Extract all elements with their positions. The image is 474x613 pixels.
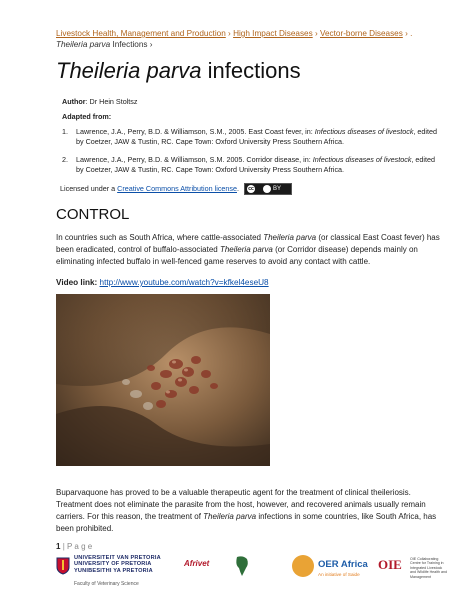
treatment-paragraph: Buparvaquone has proved to be a valuable therapeutic agent for the treatment of clinical theileriosis. Treatment does not eliminate the parasite from the host, however, and recovered animals usually remain carriers. For this reason, the treatment of Theileria parva infections in some countries, like South Africa, has been prohibited.: [56, 488, 437, 533]
reference-item: 1. Lawrence, J.A., Perry, B.D. & Williamson, S.M., 2005. East Coast fever, in: Infectious diseases of livestock, edited by Coetzer, JAW & Tustin, RC. Cape Town: Oxford University Press Southern Africa.: [62, 127, 438, 146]
partner-logos: [56, 553, 446, 595]
reference-list: [62, 127, 442, 183]
breadcrumb-item[interactable]: High Impact Diseases: [233, 29, 313, 38]
breadcrumb: Livestock Health, Management and Production › High Impact Diseases › Vector-borne Diseases › . Theileria parva Infections ›: [56, 29, 413, 49]
adapted-from-label: Adapted from:: [62, 112, 112, 121]
tick-infestation-photo: [56, 294, 270, 466]
license-line: Licensed under a Creative Commons Attribution license. cc BY: [60, 183, 292, 195]
breadcrumb-separator: ›: [314, 29, 318, 38]
video-link-line: Video link: http://www.youtube.com/watch?v=kfkel4eseU8: [56, 278, 269, 287]
cc-by-badge-icon[interactable]: cc BY: [244, 183, 292, 195]
author-line: Author: Dr Hein Stoltsz: [62, 97, 138, 106]
section-heading: CONTROL: [56, 206, 130, 223]
license-link[interactable]: Creative Commons Attribution license: [117, 183, 237, 193]
breadcrumb-item[interactable]: Livestock Health, Management and Production: [56, 29, 226, 38]
video-link[interactable]: http://www.youtube.com/watch?v=kfkel4eseU8: [99, 278, 269, 287]
breadcrumb-separator: ›: [228, 29, 231, 38]
control-paragraph: In countries such as South Africa, where cattle-associated Theileria parva (or classical East Coast fever) has been eradicated, control of buffalo-associated Theileria parva (or Corridor disease) depends mainly on eliminating infected buffalo in well-fenced game reserves to avoid any contact with cattle.: [56, 233, 440, 266]
oer-africa-tagline: An initiative of Saide: [318, 572, 360, 577]
university-pretoria-name: UNIVERSITEIT VAN PRETORIA UNIVERSITY OF PRETORIA YUNIBESITHI YA PRETORIA: [74, 555, 161, 574]
breadcrumb-separator: ›: [405, 29, 408, 38]
reference-item: 2. Lawrence, J.A., Perry, B.D. & Williamson, S.M. 2005. Corridor disease, in: Infectious diseases of livestock, edited by Coetzer, JAW & Tustin, RC. Cape Town: Oxford University Press Southern Africa.: [62, 155, 436, 174]
oie-tagline: OIE Collaborating Centre for Training in Integrated Livestock and Wildlife Health and Management: [410, 557, 447, 579]
page-title: Theileria parva infections: [56, 58, 301, 83]
university-pretoria-crest-icon: [56, 557, 70, 575]
person-icon: [263, 185, 271, 193]
breadcrumb-item[interactable]: Vector-borne Diseases: [320, 29, 403, 38]
afrivet-logo: Afrivet: [184, 559, 210, 568]
page-number: 1 | P a g e: [56, 542, 93, 551]
oer-globe-icon: [292, 555, 314, 577]
oie-logo: OIE: [378, 557, 402, 572]
africa-map-icon: [234, 555, 250, 577]
faculty-label: Faculty of Veterinary Science: [74, 581, 139, 587]
breadcrumb-current: Theileria parva Infections ›: [56, 40, 153, 49]
oer-africa-logo: OER Africa: [318, 559, 368, 570]
